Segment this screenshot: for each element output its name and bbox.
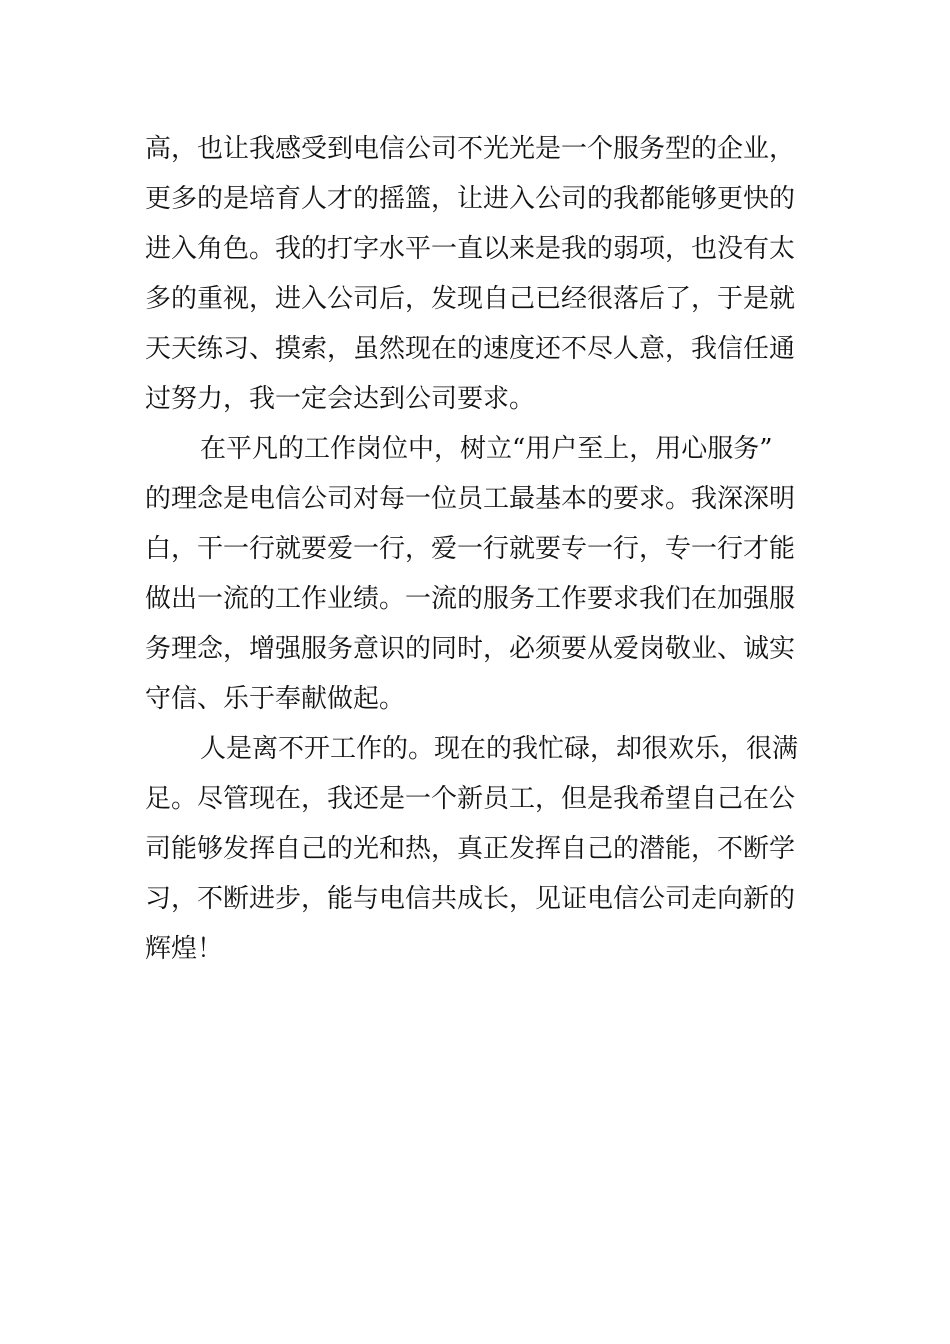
text-line: 天天练习、摸索，虽然现在的速度还不尽人意，我信任通 [145, 334, 796, 364]
text-line: 习，不断进步，能与电信共成长，见证电信公司走向新的 [145, 884, 796, 914]
document-body [145, 124, 810, 974]
text-line: 辉煌！ [145, 934, 224, 964]
text-line: 在平凡的工作岗位中，树立“用户至上，用心服务” [200, 434, 773, 464]
text-line: 做出一流的工作业绩。一流的服务工作要求我们在加强服 [145, 584, 796, 614]
text-line: 司能够发挥自己的光和热，真正发挥自己的潜能，不断学 [145, 834, 796, 864]
text-line: 高，也让我感受到电信公司不光光是一个服务型的企业， [145, 134, 796, 164]
paragraph-2 [145, 424, 810, 724]
text-line: 务理念，增强服务意识的同时，必须要从爱岗敬业、诚实 [145, 634, 796, 664]
text-line: 多的重视，进入公司后，发现自己已经很落后了，于是就 [145, 284, 796, 314]
text-line: 足。尽管现在，我还是一个新员工，但是我希望自己在公 [145, 784, 796, 814]
text-line: 白，干一行就要爱一行，爱一行就要专一行，专一行才能 [145, 534, 796, 564]
text-line: 更多的是培育人才的摇篮，让进入公司的我都能够更快的 [145, 184, 796, 214]
text-line: 进入角色。我的打字水平一直以来是我的弱项，也没有太 [145, 234, 796, 264]
text-line: 守信、乐于奉献做起。 [145, 684, 406, 714]
text-line: 的理念是电信公司对每一位员工最基本的要求。我深深明 [145, 484, 796, 514]
paragraph-3 [145, 724, 810, 974]
text-line: 人是离不开工作的。现在的我忙碌，却很欢乐，很满 [200, 734, 799, 764]
text-line: 过努力，我一定会达到公司要求。 [145, 384, 536, 414]
paragraph-1 [145, 124, 810, 424]
